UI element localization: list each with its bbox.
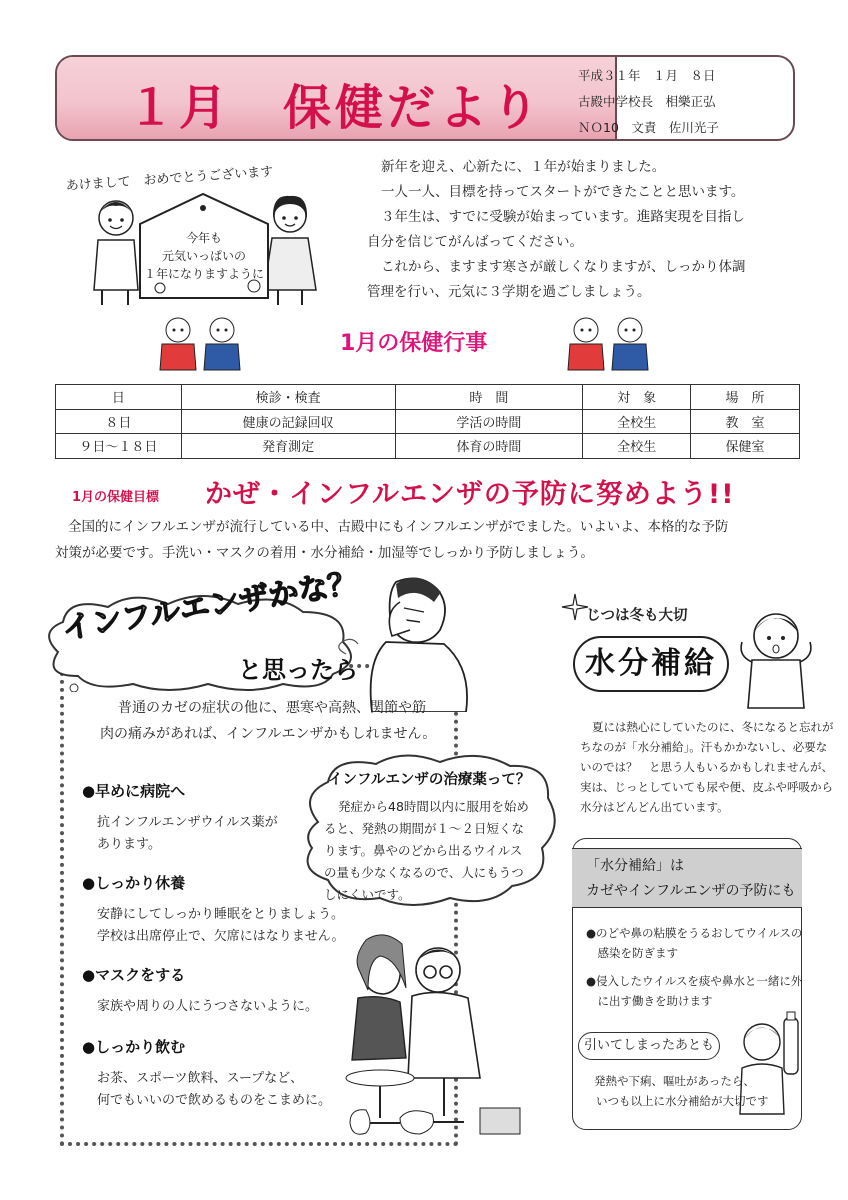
col-header: 対 象 (583, 385, 691, 410)
tip-heading: ●早めに病院へ (82, 782, 186, 800)
new-year-illustration (58, 160, 348, 310)
table-header-row (56, 385, 800, 410)
table-cell: 発育測定 (181, 434, 395, 459)
tip-text: 学校は出席停止で、欠席にはなりません。 (97, 929, 345, 944)
water-text-line: 水分はどんどん出ています。 (580, 800, 729, 814)
plaque-line-2: 元気いっぱいの (161, 249, 247, 263)
events-table (55, 384, 800, 459)
water-box-head-line: カゼやインフルエンザの予防にも (586, 883, 796, 899)
col-header: 日 (56, 385, 182, 410)
treatment-text: ると、発熱の期間が１～２日短くな (324, 821, 525, 836)
boy-illustration (94, 201, 138, 305)
water-text-line: いのでは？ と思う人もいるかもしれませんが、 (580, 760, 833, 774)
tip-text: あります。 (97, 837, 161, 852)
table-cell: 健康の記録回収 (181, 409, 395, 434)
school-principal: 古殿中学校長 相樂正弘 (578, 94, 716, 109)
treatment-text: の量も少なくなるので、人にもうつ (324, 865, 524, 880)
sick-person-illustration (326, 572, 476, 712)
col-header: 時 間 (395, 385, 583, 410)
tip-heading: ●しっかり飲む (82, 1038, 186, 1056)
treatment-title: インフルエンザの治療薬って？ (328, 772, 531, 788)
water-benefit-line: に出す働きを助けます (586, 994, 713, 1008)
table-cell: ９日～１８日 (56, 434, 182, 459)
newsletter-title: １月 保健だより (127, 80, 544, 136)
girl-illustration (264, 196, 316, 305)
treatment-text: ります。鼻やのどから出るウイルス (324, 843, 523, 858)
dog-mascot-left (150, 312, 260, 372)
flu-intro-line: 肉の痛みがあれば、インフルエンザかもしれません。 (100, 726, 437, 742)
water-box-head-line: 「水分補給」は (586, 858, 684, 874)
table-cell: 学活の時間 (395, 409, 583, 434)
greeting-paragraph: 管理を行い、元気に３学期を過ごしましょう。 (367, 284, 651, 300)
tip-text: 抗インフルエンザウイルス薬が (97, 815, 278, 830)
after-illness-text: 発熱や下痢、嘔吐があったら、 (594, 1074, 755, 1088)
flu-intro-line: 普通のカゼの症状の他に、悪寒や高熱、関節や筋 (118, 700, 426, 716)
tip-text: お茶、スポーツ飲料、スープなど、 (97, 1071, 304, 1086)
water-benefit-line: ●のどや鼻の粘膜をうるおしてウイルスの (586, 926, 803, 940)
tip-text: 安静にしてしっかり睡眠をとりましょう。 (97, 907, 345, 922)
tip-text: 家族や周りの人にうつさないように。 (97, 999, 319, 1014)
treatment-text: しにくいです。 (324, 887, 411, 902)
dog-mascot-right (558, 312, 668, 372)
flu-question-subtitle: と思ったら (238, 656, 358, 684)
water-text-line: 実は、じっとしていても尿や便、皮ふや呼吸から (580, 780, 833, 794)
plaque-line-1: 今年も (185, 231, 223, 245)
water-benefit-line: ●侵入したウイルスを痰や鼻水と一緒に外 (586, 974, 803, 988)
water-title: 水分補給 (573, 636, 729, 692)
table-cell: 保健室 (691, 434, 800, 459)
table-cell: ８日 (56, 409, 182, 434)
after-illness-bubble: 引いてしまったあとも (578, 1032, 720, 1060)
table-cell: 教 室 (691, 409, 800, 434)
flu-question-title: インフルエンザかな？ (59, 565, 361, 647)
greeting-paragraph: これから、ますます寒さが厳しくなりますが、しっかり体調 (381, 259, 746, 275)
col-header: 検診・検査 (181, 385, 395, 410)
events-heading: 1月の保健行事 (340, 331, 488, 356)
goal-text-line: 全国的にインフルエンザが流行している中、古殿中にもインフルエンザがでました。いよいよ、本格的な予防 (68, 519, 729, 535)
goal-title: かぜ・インフルエンザの予防に努めよう!! (205, 479, 735, 510)
greeting-banner: あけまして おめでとうございます (65, 164, 274, 194)
surprised-person-illustration (734, 598, 818, 710)
greeting-paragraph: 一人一人、目標を持ってスタートができたことと思います。 (381, 184, 745, 200)
tip-text: 何でもいいので飲めるものをこまめに。 (97, 1093, 332, 1108)
greeting-paragraph: 新年を迎え、心新たに、１年が始まりました。 (381, 159, 666, 175)
water-text-line: 夏には熱心にしていたのに、冬になると忘れが (592, 720, 834, 734)
table-cell: 全校生 (583, 409, 691, 434)
table-cell: 全校生 (583, 434, 691, 459)
doctor-examining-illustration (340, 928, 550, 1143)
water-benefit-line: 感染を防ぎます (586, 946, 678, 960)
goal-text-line: 対策が必要です。手洗い・マスクの着用・水分補給・加湿等でしっかり予防しましょう。 (55, 545, 594, 561)
tip-heading: ●マスクをする (82, 966, 186, 984)
greeting-paragraph: ３年生は、すでに受験が始まっています。進路実現を目指し (381, 209, 745, 225)
after-illness-text: いつも以上に水分補給が大切です (596, 1094, 769, 1108)
greeting-paragraph: 自分を信じてがんばってください。 (367, 234, 583, 250)
table-row (56, 434, 800, 459)
water-subtitle: じつは冬も大切 (586, 608, 688, 624)
issue-date: 平成３１年 １月 ８日 (578, 68, 716, 83)
table-row (56, 409, 800, 434)
water-text-line: ちなのが「水分補給」。汗もかかないし、必要な (580, 740, 828, 754)
tip-heading: ●しっかり休養 (82, 874, 186, 892)
issue-number-author: ＮＯ10 文責 佐川光子 (578, 120, 719, 135)
col-header: 場 所 (691, 385, 800, 410)
treatment-text: 発症から48時間以内に服用を始め (338, 799, 529, 814)
goal-label: 1月の保健目標 (72, 490, 160, 505)
table-cell: 体育の時間 (395, 434, 583, 459)
plaque-line-3: １年になりますように (143, 267, 265, 281)
